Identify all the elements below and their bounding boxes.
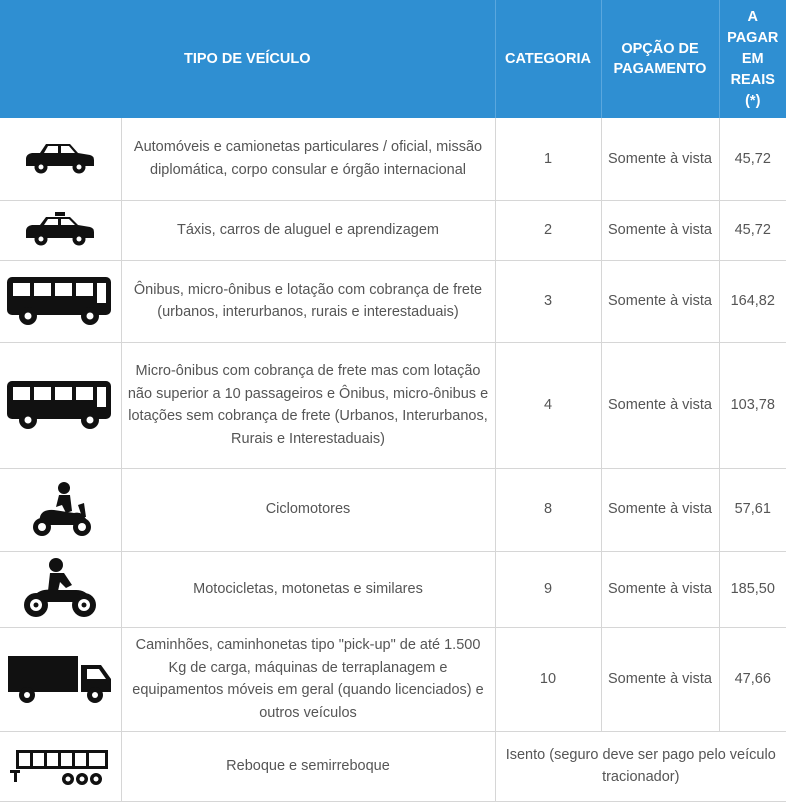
row-amount: 45,72 <box>719 200 786 260</box>
header-payment-option <box>601 0 719 118</box>
row-description: Táxis, carros de aluguel e aprendizagem <box>121 200 495 260</box>
header-amount <box>719 0 786 118</box>
moped-icon <box>26 481 94 539</box>
header-category: CATEGORIA <box>495 0 601 118</box>
table-row <box>0 200 786 260</box>
car-icon <box>24 141 96 177</box>
header-amount-line: A <box>747 8 758 25</box>
row-icon-cell <box>0 260 121 342</box>
header-vehicle-type: TIPO DE VEÍCULO <box>0 0 495 118</box>
row-icon-cell <box>0 342 121 468</box>
table-header <box>0 0 786 118</box>
taxi-icon <box>24 212 96 248</box>
header-payment-line-2: PAGAMENTO <box>613 61 707 77</box>
row-payment: Somente à vista <box>601 627 719 731</box>
row-category: 9 <box>495 551 601 627</box>
trailer-icon <box>10 744 110 788</box>
header-amount-line: (*) <box>745 92 761 109</box>
row-category: 4 <box>495 342 601 468</box>
table-row <box>0 731 786 801</box>
row-category: 2 <box>495 200 601 260</box>
header-amount-line: PAGAR <box>727 29 779 46</box>
header-amount-line: REAIS <box>730 71 775 88</box>
row-description: Ônibus, micro-ônibus e lotação com cobrança de frete (urbanos, interurbanos, rurais e interestaduais) <box>121 260 495 342</box>
table-row <box>0 627 786 731</box>
row-amount: 57,61 <box>719 468 786 551</box>
row-icon-cell <box>0 551 121 627</box>
exempt-note: Isento (seguro deve ser pago pelo veículo tracionador) <box>495 731 786 801</box>
header-amount-line: EM <box>741 50 764 67</box>
row-category: 1 <box>495 118 601 200</box>
row-payment: Somente à vista <box>601 342 719 468</box>
bus-icon <box>6 379 114 431</box>
table-row <box>0 118 786 200</box>
row-icon-cell <box>0 200 121 260</box>
row-amount: 164,82 <box>719 260 786 342</box>
row-category: 8 <box>495 468 601 551</box>
row-payment: Somente à vista <box>601 118 719 200</box>
row-category: 3 <box>495 260 601 342</box>
row-payment: Somente à vista <box>601 260 719 342</box>
bus-icon <box>6 275 114 327</box>
row-amount: 185,50 <box>719 551 786 627</box>
row-description: Automóveis e camionetas particulares / oficial, missão diplomática, corpo consular e órgão internacional <box>121 118 495 200</box>
row-amount: 47,66 <box>719 627 786 731</box>
row-category: 10 <box>495 627 601 731</box>
row-icon-cell <box>0 468 121 551</box>
header-payment-line-1: OPÇÃO DE <box>621 41 699 57</box>
row-description: Motocicletas, motonetas e similares <box>121 551 495 627</box>
row-payment: Somente à vista <box>601 551 719 627</box>
table-row <box>0 342 786 468</box>
trailer-description: Reboque e semirreboque <box>121 731 495 801</box>
row-description: Ciclomotores <box>121 468 495 551</box>
row-icon-cell <box>0 627 121 731</box>
row-description: Micro-ônibus com cobrança de frete mas com lotação não superior a 10 passageiros e Ônibus, micro-ônibus e lotações sem cobrança de frete (Urbanos, Interurbanos, Rurais e Interestaduais) <box>121 342 495 468</box>
table-row <box>0 468 786 551</box>
table-row <box>0 260 786 342</box>
row-amount: 45,72 <box>719 118 786 200</box>
row-icon-cell <box>0 118 121 200</box>
row-icon-cell <box>0 731 121 801</box>
row-amount: 103,78 <box>719 342 786 468</box>
row-payment: Somente à vista <box>601 468 719 551</box>
row-payment: Somente à vista <box>601 200 719 260</box>
motorcycle-icon <box>20 558 100 620</box>
row-description: Caminhões, caminhonetas tipo "pick-up" de até 1.500 Kg de carga, máquinas de terraplanagem e equipamentos móveis em geral (quando licenciados) e outros veículos <box>121 627 495 731</box>
truck-icon <box>7 653 113 705</box>
table-row <box>0 551 786 627</box>
